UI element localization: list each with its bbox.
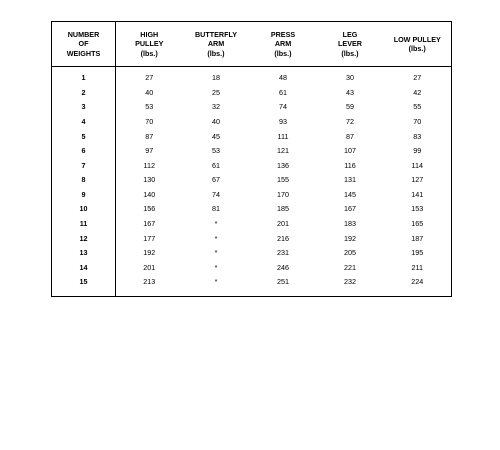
weight-value-cell: 170 xyxy=(277,189,289,199)
weight-value-cell: * xyxy=(214,277,218,287)
weight-value-cell: 99 xyxy=(413,146,422,156)
weight-value-cell: 32 xyxy=(212,102,220,112)
weight-value-cell: 155 xyxy=(277,175,289,185)
table-body xyxy=(52,67,452,297)
weight-value-cell: 201 xyxy=(277,219,289,229)
weight-value-cell: 67 xyxy=(212,175,220,185)
table-row xyxy=(52,173,452,188)
weight-value-cell: 183 xyxy=(344,219,356,229)
weight-value-cell: 18 xyxy=(212,73,220,83)
table-row xyxy=(52,217,452,232)
col-header-low-pulley xyxy=(384,22,452,67)
weights-count-cell: 7 xyxy=(52,159,116,174)
weight-value-cell: 59 xyxy=(346,102,354,112)
header-line: OF xyxy=(78,39,89,49)
weight-value-cell: 136 xyxy=(277,160,289,170)
header-line: LEVER xyxy=(338,39,362,49)
weight-value-cell: 156 xyxy=(143,204,156,214)
weight-value-cell: 27 xyxy=(413,73,422,83)
header-line: LOW PULLEY xyxy=(393,34,441,44)
weight-value-cell: 116 xyxy=(344,160,356,170)
weights-count-cell: 13 xyxy=(52,246,116,261)
table-row xyxy=(52,202,452,217)
weight-value-cell: 213 xyxy=(143,277,156,287)
weight-value-cell: 107 xyxy=(344,146,356,156)
weight-value-cell: 131 xyxy=(344,175,356,185)
weight-value-cell: 97 xyxy=(145,146,154,156)
header-line: (lbs.) xyxy=(341,48,359,58)
weight-value-cell: * xyxy=(214,248,218,258)
weight-value-cell: 130 xyxy=(143,175,156,185)
weight-value-cell: 74 xyxy=(279,102,287,112)
weights-count-cell: 10 xyxy=(52,202,116,217)
weight-value-cell: 45 xyxy=(212,131,220,141)
weight-value-cell: 43 xyxy=(346,87,354,97)
table-row xyxy=(52,275,452,296)
weights-count-cell: 3 xyxy=(52,100,116,115)
weight-value-cell: 246 xyxy=(277,262,289,272)
weight-value-cell: * xyxy=(214,219,218,229)
weight-value-cell: 93 xyxy=(279,116,287,126)
header-line: (lbs.) xyxy=(140,48,158,58)
table-row xyxy=(52,67,452,86)
table-row xyxy=(52,144,452,159)
weights-count-cell: 4 xyxy=(52,115,116,130)
weights-count-cell: 2 xyxy=(52,86,116,101)
weight-value-cell: 111 xyxy=(277,131,289,141)
weight-value-cell: 25 xyxy=(212,87,220,97)
weight-value-cell: 167 xyxy=(143,219,156,229)
weight-value-cell: 232 xyxy=(344,277,356,287)
table-row xyxy=(52,100,452,115)
weights-count-cell: 11 xyxy=(52,217,116,232)
weight-value-cell: 40 xyxy=(145,87,154,97)
weight-value-cell: 205 xyxy=(344,248,356,258)
table-row xyxy=(52,129,452,144)
weight-value-cell: 114 xyxy=(411,160,423,170)
weight-value-cell: 112 xyxy=(143,160,155,170)
weight-value-cell: 141 xyxy=(411,189,424,199)
weight-value-cell: 187 xyxy=(411,233,424,243)
weight-value-cell: 40 xyxy=(212,116,220,126)
table-row xyxy=(52,188,452,203)
table-row xyxy=(52,231,452,246)
weight-value-cell: 251 xyxy=(277,277,289,287)
weight-value-cell: 165 xyxy=(411,219,424,229)
weight-value-cell: * xyxy=(214,233,218,243)
table-row xyxy=(52,115,452,130)
weight-value-cell: 70 xyxy=(413,116,422,126)
weight-resistance-table xyxy=(51,21,452,297)
weights-count-cell: 9 xyxy=(52,188,116,203)
weights-count-cell: 1 xyxy=(52,67,116,86)
weight-value-cell: 81 xyxy=(212,204,220,214)
header-line: HIGH xyxy=(140,29,159,39)
weight-value-cell: 195 xyxy=(411,248,424,258)
table-header xyxy=(52,22,452,67)
weight-value-cell: 61 xyxy=(279,87,287,97)
weight-value-cell: 211 xyxy=(411,262,423,272)
weight-value-cell: 53 xyxy=(212,146,220,156)
weights-count-cell: 12 xyxy=(52,231,116,246)
weight-value-cell: 72 xyxy=(346,116,354,126)
header-line: (lbs.) xyxy=(408,44,426,53)
weight-value-cell: 231 xyxy=(277,248,289,258)
header-line: ARM xyxy=(207,39,225,49)
weight-value-cell: 216 xyxy=(277,233,289,243)
weight-value-cell: 70 xyxy=(145,116,154,126)
header-line: PRESS xyxy=(270,29,296,39)
weight-value-cell: 83 xyxy=(413,131,422,141)
header-line: BUTTERFLY xyxy=(194,29,238,39)
header-row xyxy=(52,22,452,67)
weight-value-cell: 192 xyxy=(143,248,156,258)
weight-value-cell: 53 xyxy=(145,102,154,112)
weight-value-cell: 192 xyxy=(344,233,356,243)
header-line: (lbs.) xyxy=(274,48,292,58)
header-line: (lbs.) xyxy=(207,48,225,58)
col-header-leg-lever xyxy=(317,22,384,67)
weights-count-cell: 6 xyxy=(52,144,116,159)
weight-value-cell: 121 xyxy=(277,146,289,156)
weights-count-cell: 8 xyxy=(52,173,116,188)
header-line: NUMBER xyxy=(67,29,100,39)
col-header-press-arm xyxy=(250,22,317,67)
weight-value-cell: 185 xyxy=(277,204,289,214)
weight-value-cell: 221 xyxy=(344,262,356,272)
weight-value-cell: 87 xyxy=(346,131,354,141)
weight-value-cell: 42 xyxy=(413,87,422,97)
weight-value-cell: 167 xyxy=(344,204,356,214)
weights-count-cell: 5 xyxy=(52,129,116,144)
weight-value-cell: 145 xyxy=(344,189,356,199)
weight-value-cell: 87 xyxy=(145,131,154,141)
weight-value-cell: 127 xyxy=(411,175,424,185)
table-row xyxy=(52,86,452,101)
weight-value-cell: 177 xyxy=(143,233,156,243)
header-line: WEIGHTS xyxy=(66,48,101,58)
weight-value-cell: 55 xyxy=(413,102,422,112)
weight-value-cell: 27 xyxy=(145,73,154,83)
col-header-number-of-weights xyxy=(52,22,116,67)
weights-count-cell: 14 xyxy=(52,261,116,276)
weight-value-cell: 153 xyxy=(411,204,424,214)
header-line: ARM xyxy=(274,39,292,49)
weight-value-cell: 48 xyxy=(279,73,287,83)
weight-value-cell: 74 xyxy=(212,189,220,199)
weights-count-cell: 15 xyxy=(52,275,116,296)
table-row xyxy=(52,159,452,174)
table-row xyxy=(52,261,452,276)
weight-value-cell: 61 xyxy=(212,160,220,170)
table-row xyxy=(52,246,452,261)
weight-value-cell: 30 xyxy=(346,73,354,83)
col-header-butterfly-arm xyxy=(183,22,250,67)
header-line: LEG xyxy=(342,29,358,39)
weight-value-cell: * xyxy=(214,262,218,272)
weight-value-cell: 224 xyxy=(411,277,424,287)
col-header-high-pulley xyxy=(116,22,183,67)
header-line: PULLEY xyxy=(135,39,164,49)
weight-value-cell: 140 xyxy=(143,189,156,199)
weight-value-cell: 201 xyxy=(143,262,156,272)
